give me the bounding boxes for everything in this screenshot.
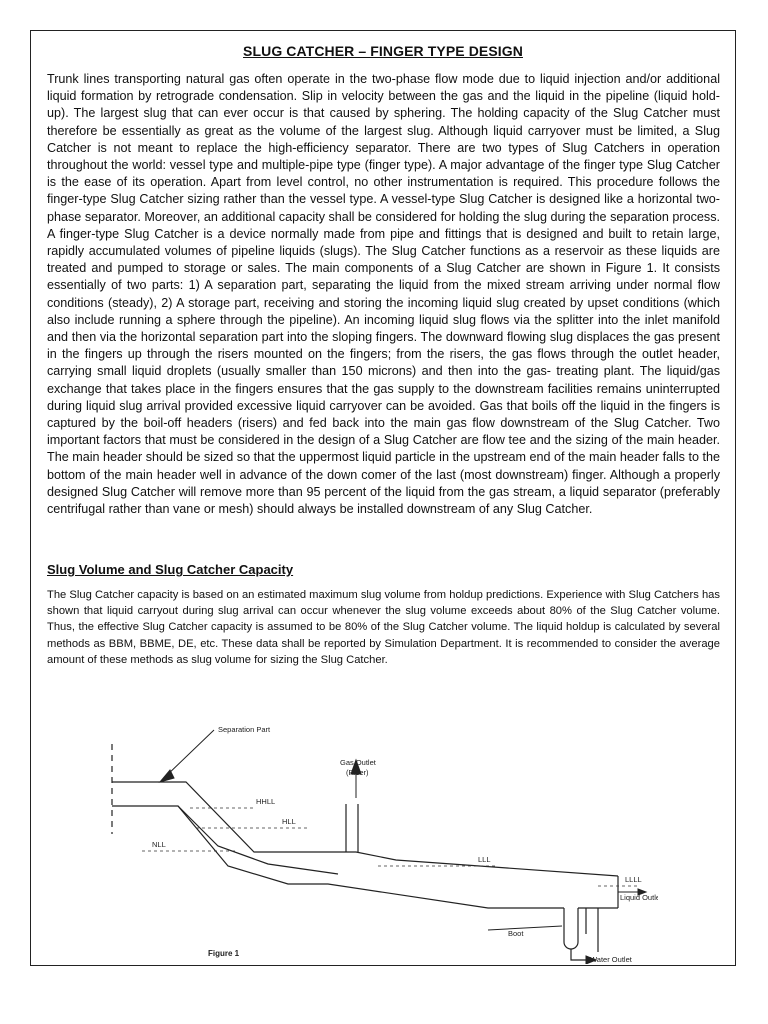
pipe-top-wall <box>112 782 618 876</box>
slug-catcher-diagram <box>78 716 658 964</box>
separation-part-arrow-icon <box>160 770 174 782</box>
water-outlet-pipe <box>571 949 586 960</box>
label-water-outlet: Water Outlet <box>590 955 632 964</box>
document-title: SLUG CATCHER – FINGER TYPE DESIGN <box>243 43 523 59</box>
pipe-inner-slope <box>178 806 338 874</box>
label-liquid-outlet: Liquid Outlet <box>620 893 658 902</box>
figure-caption: Figure 1 <box>208 949 240 958</box>
capacity-paragraph: The Slug Catcher capacity is based on an estimated maximum slug volume from holdup predictions. Experience with Slug Catchers has shown that liquid carryout during slug arrival can occur whenever the slug volume exceeds about 80% of the Slug Catcher volume. Thus, the effective Slug Catcher capacity is assumed to be 80% of the Slug Catcher volume. The liquid holdup is calculated by several methods as BBM, BBME, DE, etc. These data shall be reported by Simulation Department. It is recommended to consider the average amount of these methods as slug volume for sizing the Slug Catcher. <box>47 589 720 666</box>
label-boot: Boot <box>508 929 524 938</box>
separation-part-leader <box>164 730 214 778</box>
intro-paragraph: Trunk lines transporting natural gas often operate in the two-phase flow mode due to liquid injection and/or additional liquid formation by retrograde condensation. Slip in velocity between the gas and the liquid in the pipeline (liquid hold-up). The largest slug that can ever occur is that caused by sphering. The holding capacity of the Slug Catcher must therefore be essentially as great as the volume of the largest slug. Although liquid carryover must be limited, a Slug Catcher is not meant to replace the high-efficiency separator. There are two types of Slug Catchers in operation throughout the world: vessel type and multiple-pipe type (finger type). A major advantage of the finger type Slug Catcher is the ease of its operation. Apart from level control, no other instrumentation is required. This procedure follows the finger-type Slug Catcher sizing rather than the vessel type. A vessel-type Slug Catcher is designed like a horizontal two-phase separator. Moreover, an additional capacity shall be considered for holding the slug during the separation process. A finger-type Slug Catcher is a device normally made from pipe and fittings that is designed and built to retain large, rapidly accumulated volumes of pipeline liquids (slugs). The Slug Catcher functions as a reservoir as these liquids are treated and pumped to storage or sales. The main components of a Slug Catcher are shown in Figure 1. It consists essentially of two parts: 1) A separation part, separating the liquid from the mixed stream arriving under normal flow conditions (steady), 2) A storage part, receiving and storing the incoming liquid slug created by upset conditions (which also include running a sphere through the pipeline). An incoming liquid slug flows via the splitter into the inlet manifold and then via the horizontal separation part into the sloping fingers. The downward flowing slug displaces the gas present in the fingers up through the risers mounted on the fingers; from the risers, the gas flows through the outlet header, carrying small liquid droplets (usually smaller than 150 microns) and then into the gas- treating plant. The liquid/gas exchange that takes place in the fingers ensures that the gas supply to the downstream facilities remains uninterrupted during liquid slug arrival provided excessive liquid carryover can be avoided. Gas that boils off the liquid in the fingers is captured by the boil-off headers (risers) and fed back into the main gas flow downstream of the Slug Catcher. Two important factors that must be considered in the design of a Slug Catcher are flow tee and the sizing of the main header. The main header should be sized so that the uppermost liquid particle in the upstream end of the main header falls to the bottom of the main header well in advance of the down comer of the last (most downstream) finger. Although a properly designed Slug Catcher will remove more than 95 percent of the liquid from the gas stream, a liquid separator (preferably centrifugal rather than vane or mesh) should always be installed downstream of any Slug Catcher. <box>47 72 720 517</box>
label-nll: NLL <box>152 840 166 849</box>
pipe-bottom-wall <box>112 806 564 908</box>
label-gas-outlet-riser: (Riser) <box>346 768 369 777</box>
boot-vessel <box>564 908 578 949</box>
label-gas-outlet: Gas Outlet <box>340 758 376 767</box>
label-separation-part: Separation Part <box>218 725 271 734</box>
label-hll: HLL <box>282 817 296 826</box>
label-lll: LLL <box>478 855 491 864</box>
label-hhll: HHLL <box>256 797 276 806</box>
label-llll: LLLL <box>625 875 642 884</box>
section-heading-slug-volume: Slug Volume and Slug Catcher Capacity <box>47 562 294 577</box>
figure-1-diagram <box>78 716 658 964</box>
boot-leader <box>488 926 562 930</box>
